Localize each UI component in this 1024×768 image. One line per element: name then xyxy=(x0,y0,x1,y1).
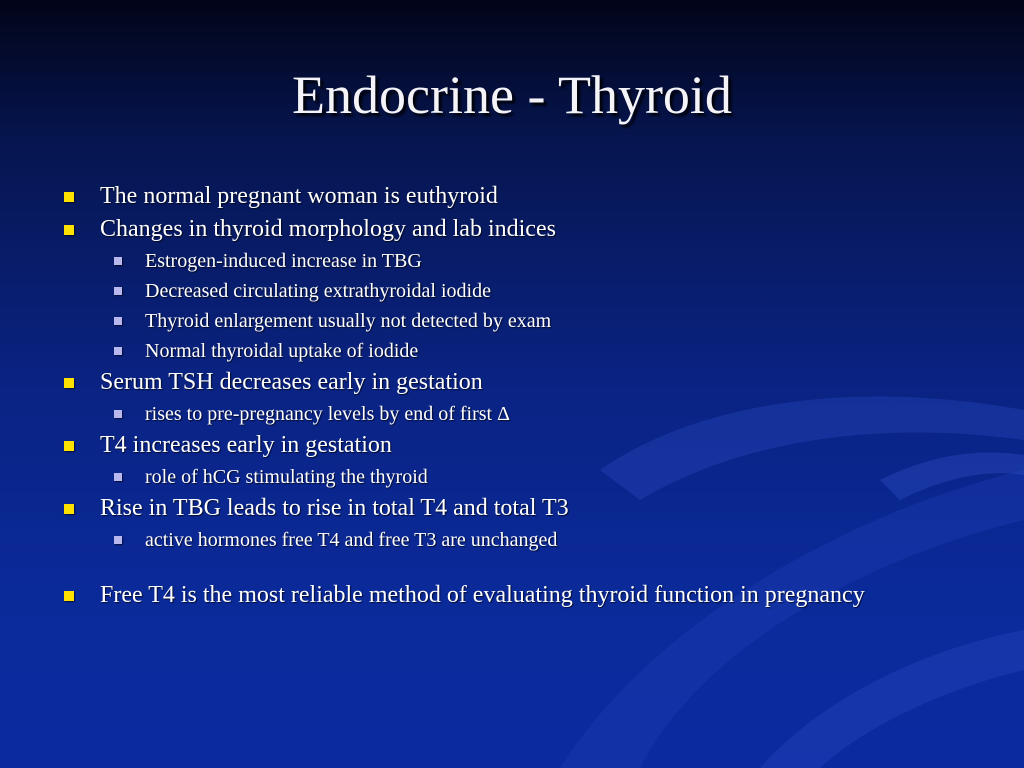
small-square-bullet-icon xyxy=(114,347,122,355)
square-bullet-icon xyxy=(64,225,74,235)
small-square-bullet-icon xyxy=(114,317,122,325)
sub-bullet-item xyxy=(62,308,942,334)
sub-bullet-item xyxy=(62,464,942,490)
bullet-text: Rise in TBG leads to rise in total T4 and total T3 xyxy=(100,495,569,521)
small-square-bullet-icon xyxy=(114,473,122,481)
bullet-item xyxy=(62,368,942,396)
sub-bullet-text: active hormones free T4 and free T3 are unchanged xyxy=(145,529,558,551)
sub-bullet-text: Estrogen-induced increase in TBG xyxy=(145,250,422,272)
sub-bullet-item xyxy=(62,401,942,427)
square-bullet-icon xyxy=(64,378,74,388)
bullet-item xyxy=(62,182,942,210)
small-square-bullet-icon xyxy=(114,536,122,544)
sub-bullet-text: Thyroid enlargement usually not detected by exam xyxy=(145,310,552,332)
sub-bullet-text: Decreased circulating extrathyroidal iodide xyxy=(145,280,491,302)
sub-bullet-text: role of hCG stimulating the thyroid xyxy=(145,466,428,488)
bullet-list xyxy=(62,182,942,614)
square-bullet-icon xyxy=(64,192,74,202)
bullet-item xyxy=(62,494,942,522)
spacer xyxy=(62,557,942,581)
bullet-item xyxy=(62,581,942,609)
sub-bullet-item xyxy=(62,278,942,304)
slide-title: Endocrine - Thyroid xyxy=(292,65,732,125)
square-bullet-icon xyxy=(64,504,74,514)
sub-bullet-text: rises to pre-pregnancy levels by end of first Δ xyxy=(145,403,510,425)
square-bullet-icon xyxy=(64,591,74,601)
sub-bullet-item xyxy=(62,527,942,553)
bullet-text: T4 increases early in gestation xyxy=(100,432,392,458)
bullet-text: Serum TSH decreases early in gestation xyxy=(100,369,483,395)
sub-bullet-item xyxy=(62,248,942,274)
sub-bullet-text: Normal thyroidal uptake of iodide xyxy=(145,340,419,362)
small-square-bullet-icon xyxy=(114,287,122,295)
bullet-item xyxy=(62,431,942,459)
small-square-bullet-icon xyxy=(114,257,122,265)
bullet-item xyxy=(62,215,942,243)
square-bullet-icon xyxy=(64,441,74,451)
bullet-text: Changes in thyroid morphology and lab indices xyxy=(100,216,556,242)
bullet-text: The normal pregnant woman is euthyroid xyxy=(100,183,498,209)
small-square-bullet-icon xyxy=(114,410,122,418)
bullet-text: Free T4 is the most reliable method of evaluating thyroid function in pregnancy xyxy=(100,582,865,608)
sub-bullet-item xyxy=(62,338,942,364)
